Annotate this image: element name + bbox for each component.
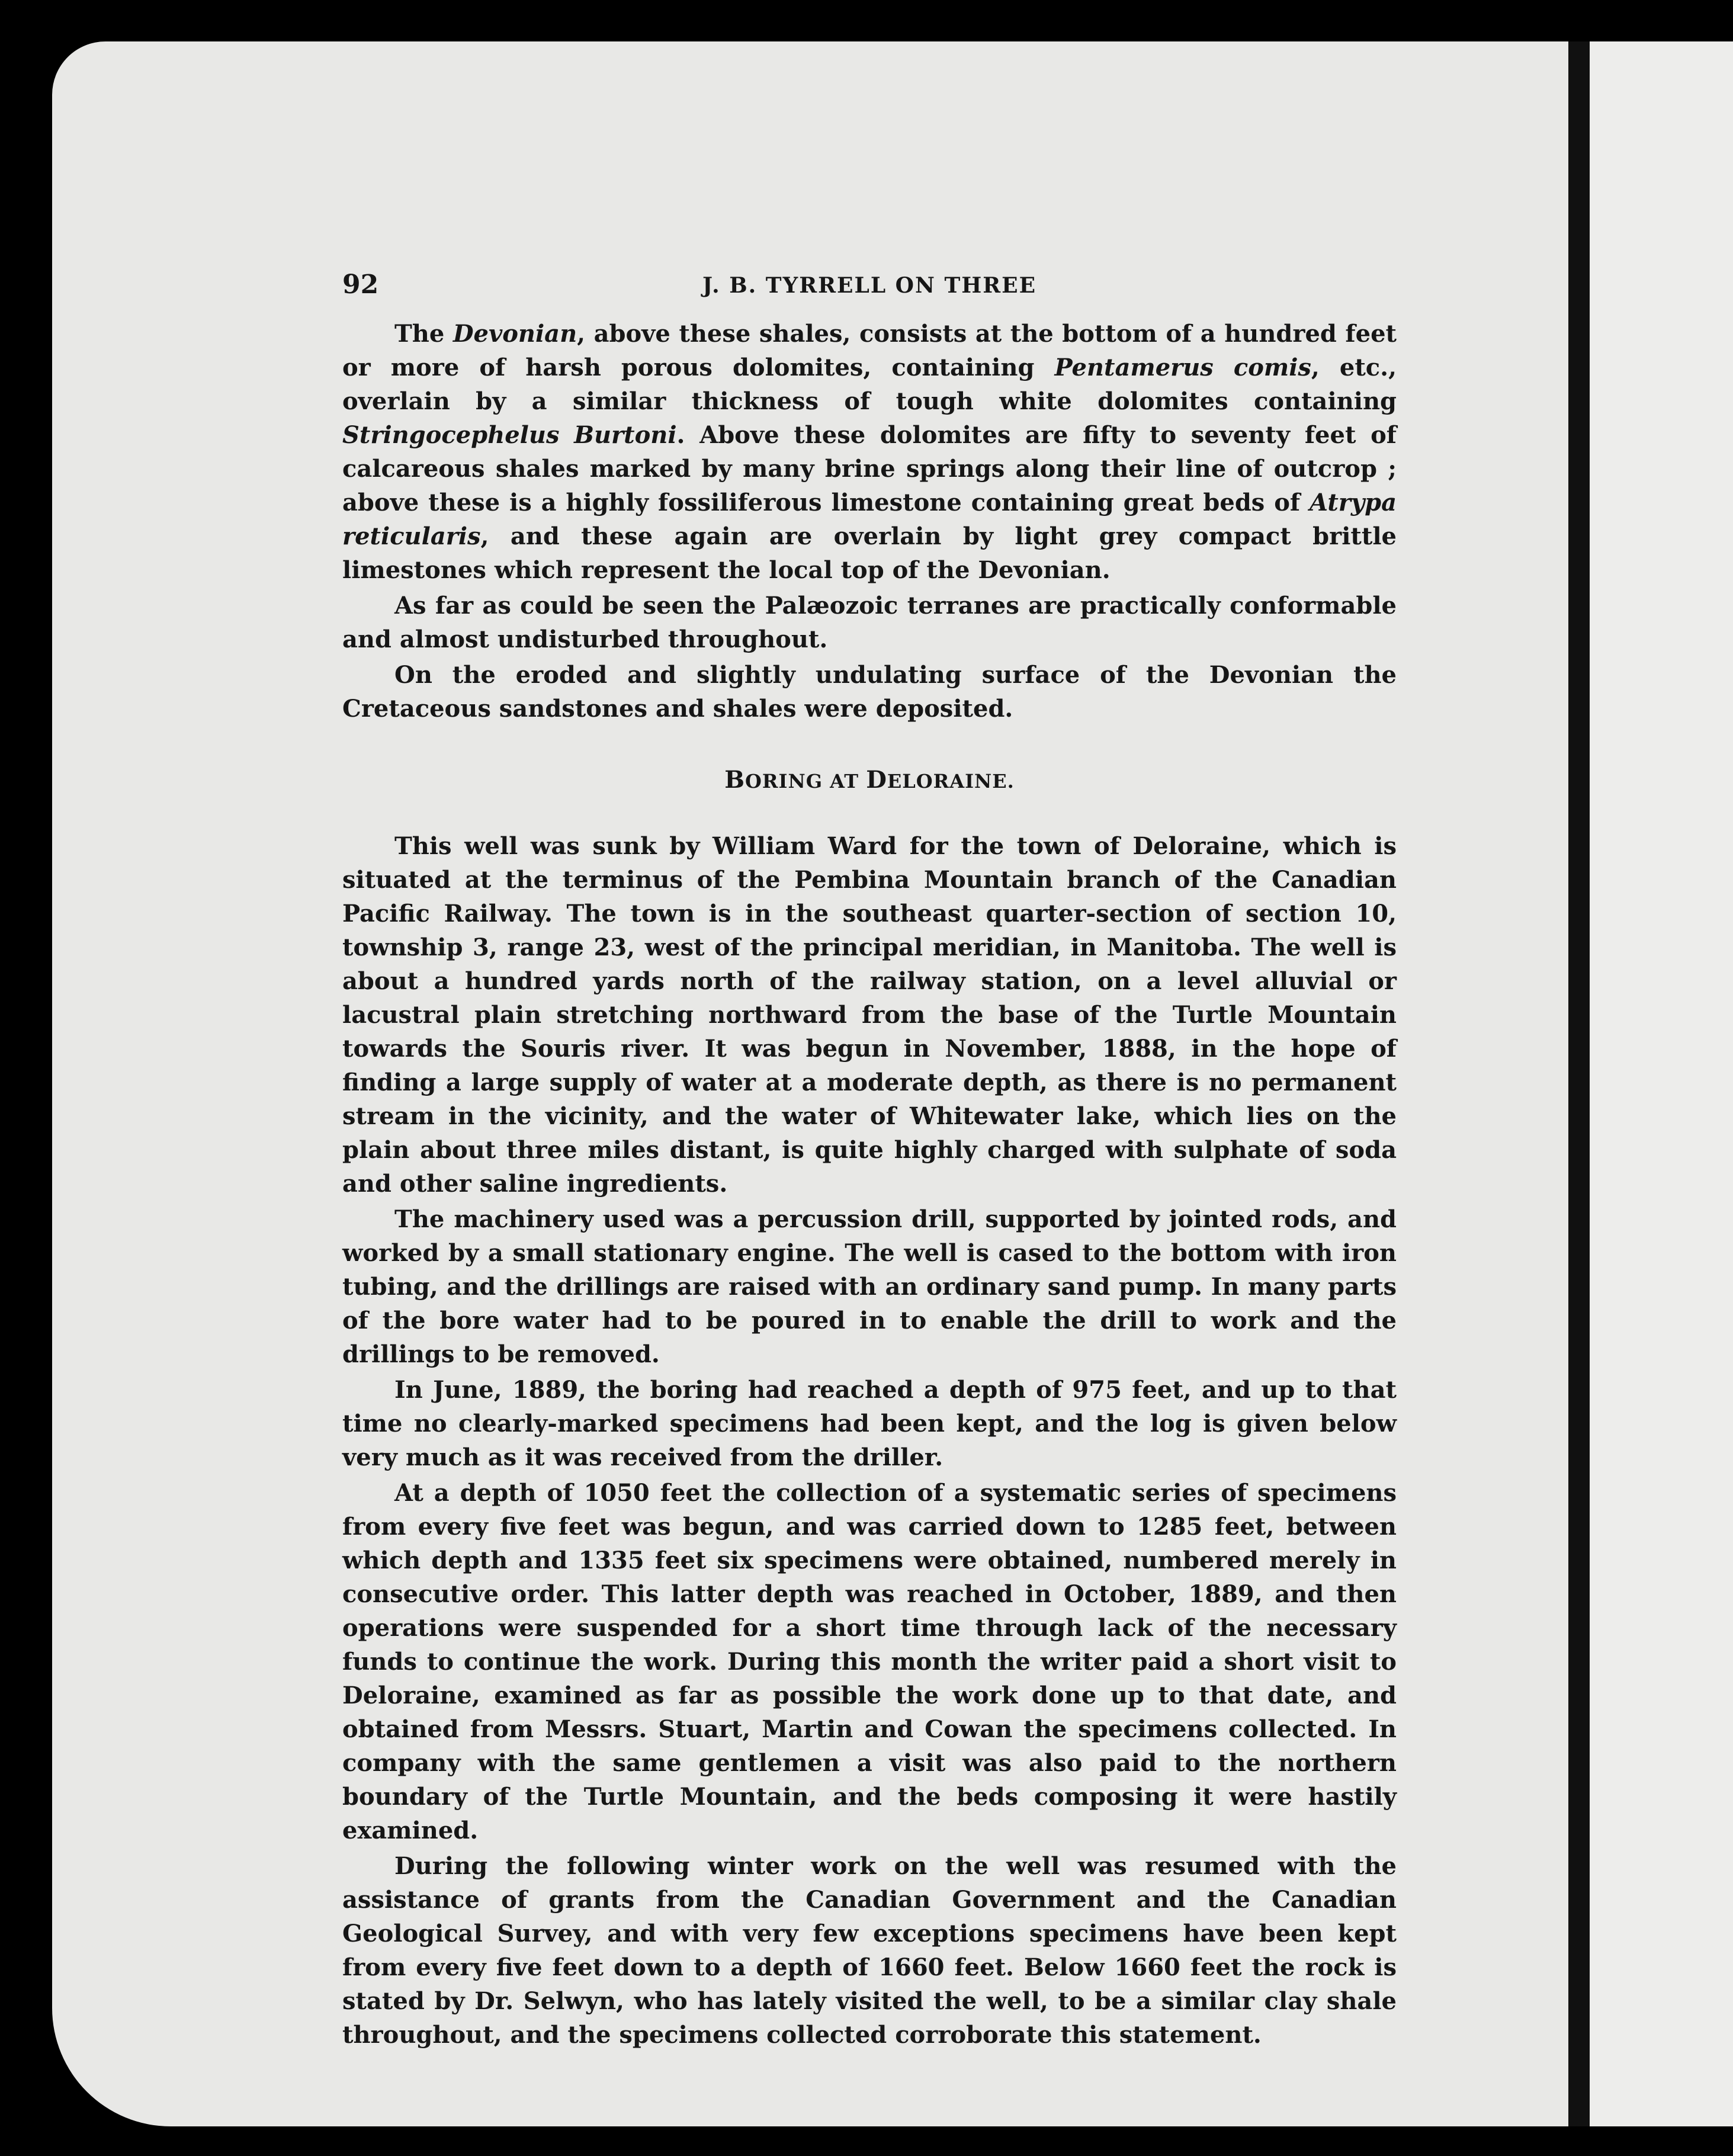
- running-head: J. B. TYRRELL ON THREE: [702, 273, 1037, 298]
- book-spine: [1568, 41, 1590, 2126]
- paragraph-machinery: The machinery used was a percussion drill, supported by jointed rods, and worked by a small stationary engine. The well is cased to the bottom with iron tubing, and the drillings are raised with an ordinary sand pump. In many parts of the bore water had to be poured in to enable the drill to work and the drillings to be removed.: [342, 1205, 1397, 1368]
- heading-text: ELORAINE.: [887, 770, 1015, 793]
- paragraph-specimens: At a depth of 1050 feet the collection of a systematic series of specimens from every five feet was begun, and was carried down to 1285 feet, between which depth and 1335 feet six specimens were obtained, numbered merely in consecutive order. This latter depth was reached in October, 1889, and then operations were suspended for a short time through lack of the necessary funds to continue the work. During this month the writer paid a short visit to Deloraine, examined as far as possible the work done up to that date, and obtained from Messrs. Stuart, Martin and Cowan the specimens collected. In company with the same gentlemen a visit was also paid to the northern boundary of the Turtle Mountain, and the beds composing it were hastily examined.: [342, 1479, 1397, 1844]
- right-page-edge: [1590, 41, 1733, 2126]
- text-run: , and these again are overlain by light grey compact brittle limestones which represent the local top of the Devonian.: [342, 522, 1397, 584]
- paragraph-well-location: This well was sunk by William Ward for the town of Deloraine, which is situated at the terminus of the Pembina Mountain branch of the Canadian Pacific Railway. The town is in the southeast quarter-section of section 10, township 3, range 23, west of the principal meridian, in Manitoba. The well is about a hundred yards north of the railway station, on a level alluvial or lacustral plain stretching northward from the base of the Turtle Mountain towards the Souris river. It was begun in November, 1888, in the hope of finding a large supply of water at a moderate depth, as there is no permanent stream in the vicinity, and the water of Whitewater lake, which lies on the plain about three miles distant, is quite highly charged with sulphate of soda and other saline ingredients.: [342, 832, 1397, 1198]
- italic-term: Atrypa reticularis: [342, 489, 1397, 550]
- paragraph-june-1889: In June, 1889, the boring had reached a depth of 975 feet, and up to that time no clearly-marked specimens had been kept, and the log is given below very much as it was received from the driller.: [342, 1376, 1397, 1471]
- text-run: The: [394, 320, 453, 348]
- italic-term: Pentamerus comis: [1054, 354, 1311, 381]
- text-run: . Above these dolomites are fifty to seventy feet of calcareous shales marked by many brine springs along their line of outcrop ; above these is a highly fossiliferous limestone containing great beds of: [342, 421, 1397, 516]
- paragraph-devonian: [342, 317, 1397, 587]
- text-run: , above these shales, consists at the bottom of a hundred feet or more of harsh porous dolomites, containing: [342, 320, 1397, 381]
- section-heading: [342, 766, 1397, 794]
- page-number: 92: [342, 270, 379, 300]
- paragraph-cretaceous: On the eroded and slightly undulating surface of the Devonian the Cretaceous sandstones and shales were deposited.: [342, 661, 1397, 723]
- heading-text: ORING AT: [745, 770, 866, 793]
- page-header: [342, 270, 1397, 317]
- paragraph-palaeozoic: As far as could be seen the Palæozoic terranes are practically conformable and almost undisturbed throughout.: [342, 592, 1397, 653]
- heading-initial: B: [724, 766, 745, 794]
- italic-term: Devonian: [452, 320, 577, 348]
- text-run: , etc., overlain by a similar thickness of tough white dolomites containing: [342, 354, 1397, 415]
- page-content: [342, 270, 1397, 2052]
- italic-term: Stringocephelus Burtoni: [342, 421, 677, 449]
- heading-initial: D: [866, 766, 887, 794]
- paragraph-winter-work: During the following winter work on the well was resumed with the assistance of grants from the Canadian Government and the Canadian Geological Survey, and with very few exceptions specimens have been kept from every five feet down to a depth of 1660 feet. Below 1660 feet the rock is stated by Dr. Selwyn, who has lately visited the well, to be a similar clay shale throughout, and the specimens collected corroborate this statement.: [342, 1852, 1397, 2049]
